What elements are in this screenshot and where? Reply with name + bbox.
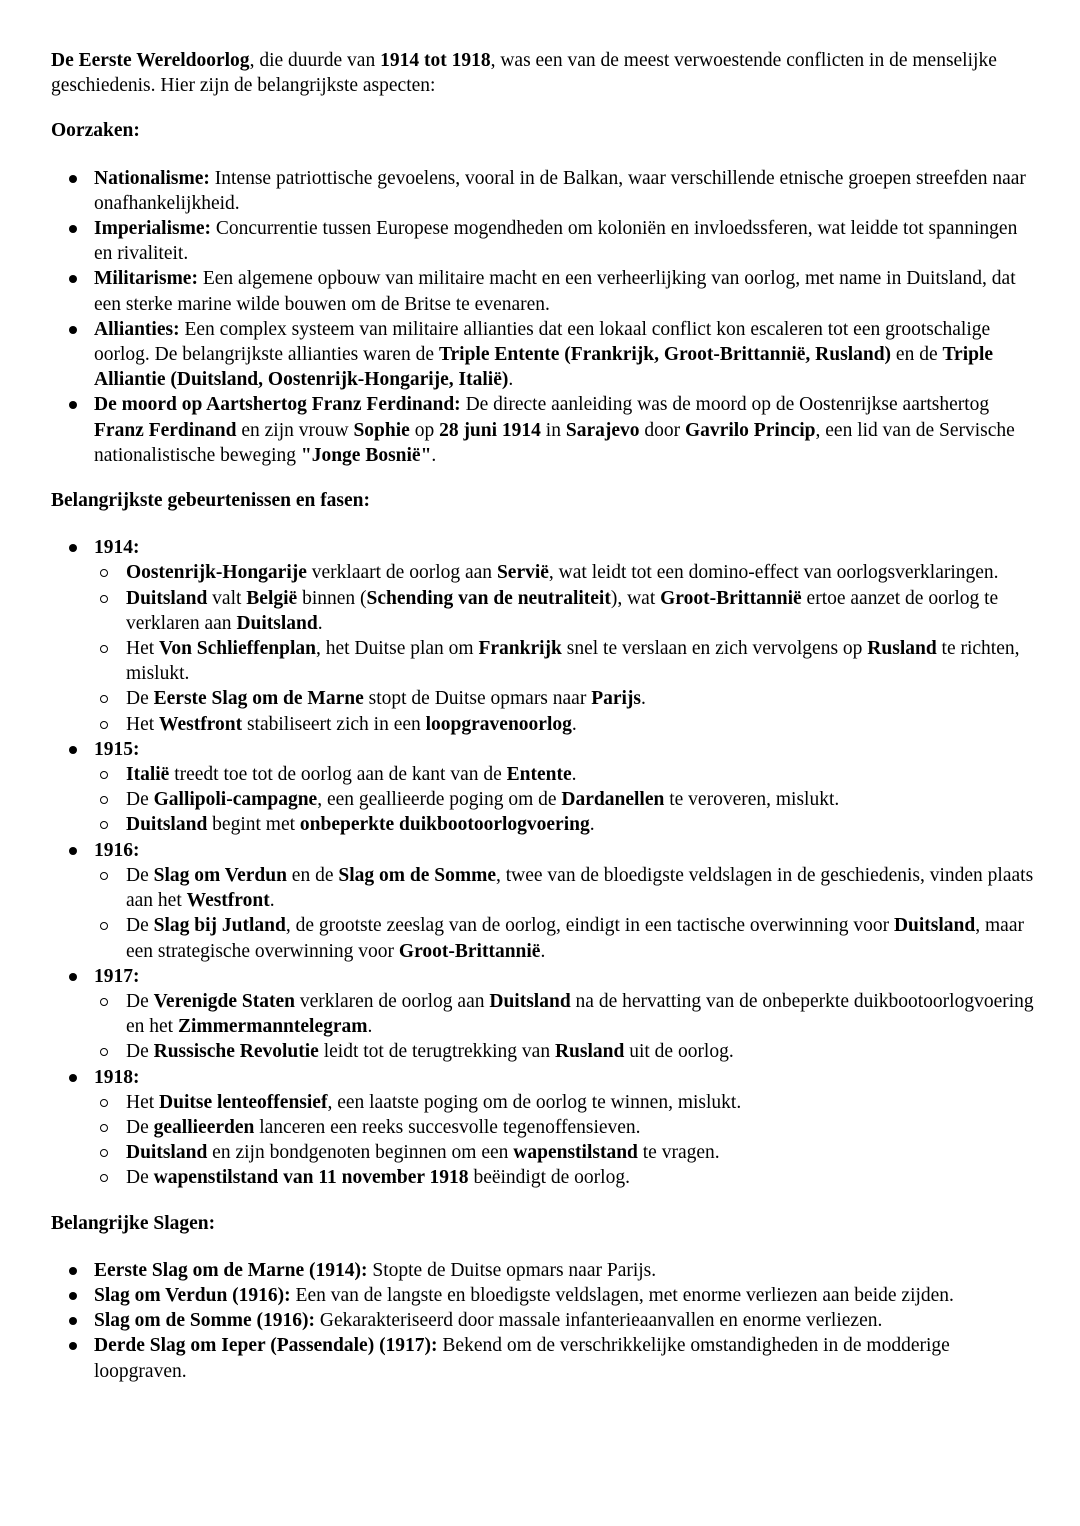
bold-term: België	[246, 587, 298, 609]
bold-term: Groot-Brittannië	[660, 587, 802, 609]
bold-term: Dardanellen	[561, 789, 665, 811]
sub-list-item: Het Von Schlieffenplan, het Duitse plan om Frankrijk snel te verslaan en zich vervolgens op Rusland te richten, mislukt.	[94, 636, 1036, 686]
bold-term: Duitsland	[236, 612, 318, 634]
bold-term: Slag om de Somme (1916):	[94, 1310, 315, 1332]
list-item	[51, 535, 1036, 737]
sub-list-item: De geallieerden lanceren een reeks succesvolle tegenoffensieven.	[94, 1115, 1036, 1140]
bold-term: geallieerden	[153, 1116, 255, 1138]
list-item: Eerste Slag om de Marne (1914): Stopte de Duitse opmars naar Parijs.	[51, 1258, 1036, 1283]
bold-term: Duitsland	[126, 814, 208, 836]
bold-term: Groot-Brittannië	[398, 940, 541, 962]
bold-term: Rusland	[554, 1041, 625, 1063]
bold-term: Duitsland	[893, 915, 976, 937]
bold-term: Triple Alliantie (Duitsland, Oostenrijk-Hongarije, Italië)	[94, 344, 994, 391]
bold-term: Italië	[126, 764, 170, 786]
bold-term: Slag om de Somme	[338, 864, 496, 886]
sub-list-item: Duitsland valt België binnen (Schending van de neutraliteit), wat Groot-Brittannië ertoe aanzet de oorlog te verklaren aan Duitsland.	[94, 586, 1036, 636]
bold-term: 1915:	[94, 738, 140, 760]
list-item: Imperialisme: Concurrentie tussen Europese mogendheden om koloniën en invloedssferen, wat leidde tot spanningen en rivaliteit.	[51, 216, 1036, 266]
section-heading: Belangrijkste gebeurtenissen en fasen:	[51, 490, 371, 512]
document-body	[51, 48, 1036, 1404]
bold-term: Nationalisme:	[94, 167, 210, 189]
bullet-list	[51, 166, 1036, 468]
sub-list-item: De Eerste Slag om de Marne stopt de Duitse opmars naar Parijs.	[94, 686, 1036, 711]
list-item	[51, 737, 1036, 838]
bold-term: Triple Entente (Frankrijk, Groot-Brittannië, Rusland)	[438, 344, 892, 366]
list-item: Militarisme: Een algemene opbouw van militaire macht en een verheerlijking van oorlog, met name in Duitsland, dat een sterke marine wilde bouwen om de Britse te evenaren.	[51, 266, 1036, 316]
sub-list-item: Italië treedt toe tot de oorlog aan de kant van de Entente.	[94, 762, 1036, 787]
list-item	[51, 838, 1036, 964]
bold-term: Schending van de neutraliteit	[366, 587, 611, 609]
sub-list	[94, 989, 1036, 1065]
bold-term: Duitsland	[489, 990, 571, 1012]
bold-term: Franz Ferdinand	[94, 419, 237, 441]
list-item: Allianties: Een complex systeem van militaire allianties dat een lokaal conflict kon escaleren tot een grootschalige oorlog. De belangrijkste allianties waren de Triple Entente (Frankrijk, Groot-Brittannië, Rusland) en de Triple Alliantie (Duitsland, Oostenrijk-Hongarije, Italië).	[51, 317, 1036, 393]
bold-term: Derde Slag om Ieper (Passendale) (1917):	[94, 1335, 438, 1357]
bold-term: "Jonge Bosnië"	[300, 444, 432, 466]
bold-term: 1914 tot 1918	[380, 50, 491, 71]
bold-term: Gavrilo Princip	[685, 419, 816, 441]
bold-term: Verenigde Staten	[153, 990, 295, 1012]
bold-term: Eerste Slag om de Marne	[153, 688, 364, 710]
sub-list-item: De Slag bij Jutland, de grootste zeeslag van de oorlog, eindigt in een tactische overwinning voor Duitsland, maar een strategische overwinning voor Groot-Brittannië.	[94, 913, 1036, 963]
bold-term: onbeperkte duikbootoorlogvoering	[299, 814, 590, 836]
bold-term: loopgravenoorlog	[425, 713, 572, 735]
bullet-list	[51, 535, 1036, 1190]
sub-list-item: De Verenigde Staten verklaren de oorlog aan Duitsland na de hervatting van de onbeperkte duikbootoorlogvoering en het Zimmermanntelegram.	[94, 989, 1036, 1039]
bold-term: De moord op Aartshertog Franz Ferdinand:	[94, 394, 461, 416]
list-item: Slag om Verdun (1916): Een van de langste en bloedigste veldslagen, met enorme verliezen aan beide zijden.	[51, 1283, 1036, 1308]
bold-term: Zimmermanntelegram	[177, 1016, 368, 1038]
bold-term: 1914:	[94, 537, 140, 559]
bold-term: 1916:	[94, 839, 140, 861]
bullet-list	[51, 1258, 1036, 1384]
sub-list	[94, 560, 1036, 736]
bold-term: Westfront	[159, 713, 243, 735]
bold-term: 1918:	[94, 1066, 140, 1088]
bold-term: De Eerste Wereldoorlog	[51, 50, 250, 71]
sub-list-item: Duitsland begint met onbeperkte duikbootoorlogvoering.	[94, 812, 1036, 837]
sub-list-item: De Gallipoli-campagne, een geallieerde poging om de Dardanellen te veroveren, mislukt.	[94, 787, 1036, 812]
list-item: De moord op Aartshertog Franz Ferdinand: De directe aanleiding was de moord op de Oostenrijkse aartshertog Franz Ferdinand en zijn vrouw Sophie op 28 juni 1914 in Sarajevo door Gavrilo Princip, een lid van de Servische nationalistische beweging "Jonge Bosnië".	[51, 392, 1036, 468]
bold-term: Frankrijk	[478, 638, 562, 660]
intro-paragraph: De Eerste Wereldoorlog, die duurde van 1914 tot 1918, was een van de meest verwoestende conflicten in de menselijke geschiedenis. Hier zijn de belangrijkste aspecten:	[51, 50, 997, 97]
bold-term: Parijs	[591, 688, 642, 710]
list-item: Derde Slag om Ieper (Passendale) (1917): Bekend om de verschrikkelijke omstandigheden in de modderige loopgraven.	[51, 1333, 1036, 1383]
list-item: Slag om de Somme (1916): Gekarakteriseerd door massale infanterieaanvallen en enorme verliezen.	[51, 1308, 1036, 1333]
section-heading: Oorzaken:	[51, 120, 140, 142]
bold-term: 28 juni 1914	[439, 419, 541, 441]
bold-term: Eerste Slag om de Marne (1914):	[94, 1259, 368, 1281]
bold-term: Gallipoli-campagne	[153, 789, 318, 811]
list-item: Nationalisme: Intense patriottische gevoelens, vooral in de Balkan, waar verschillende etnische groepen streefden naar onafhankelijkheid.	[51, 166, 1036, 216]
bold-term: Allianties:	[94, 318, 180, 340]
bold-term: Duitse lenteoffensief	[159, 1091, 328, 1113]
sub-list-item: De wapenstilstand van 11 november 1918 beëindigt de oorlog.	[94, 1165, 1036, 1190]
sub-list-item: De Slag om Verdun en de Slag om de Somme, twee van de bloedigste veldslagen in de geschiedenis, vinden plaats aan het Westfront.	[94, 863, 1036, 913]
sub-list-item: Duitsland en zijn bondgenoten beginnen om een wapenstilstand te vragen.	[94, 1140, 1036, 1165]
bold-term: 1917:	[94, 965, 140, 987]
bold-term: Sophie	[353, 419, 410, 441]
bold-term: Slag om Verdun	[153, 864, 287, 886]
bold-term: Imperialisme:	[94, 218, 211, 240]
bold-term: Russische Revolutie	[153, 1041, 319, 1063]
bold-term: Militarisme:	[94, 268, 198, 290]
sub-list-item: Oostenrijk-Hongarije verklaart de oorlog aan Servië, wat leidt tot een domino-effect van oorlogsverklaringen.	[94, 560, 1036, 585]
bold-term: Von Schlieffenplan	[159, 638, 316, 660]
sections	[51, 118, 1036, 1383]
bold-term: Entente	[506, 764, 572, 786]
bold-term: Sarajevo	[565, 419, 640, 441]
bold-term: wapenstilstand	[513, 1142, 638, 1164]
section-heading: Belangrijke Slagen:	[51, 1212, 216, 1234]
sub-list	[94, 863, 1036, 964]
bold-term: wapenstilstand van 11 november 1918	[153, 1167, 469, 1189]
sub-list	[94, 762, 1036, 838]
bold-term: Rusland	[867, 638, 937, 660]
list-item	[51, 1065, 1036, 1191]
bold-term: Westfront	[186, 890, 270, 912]
sub-list-item: De Russische Revolutie leidt tot de terugtrekking van Rusland uit de oorlog.	[94, 1039, 1036, 1064]
sub-list	[94, 1090, 1036, 1191]
bold-term: Slag om Verdun (1916):	[94, 1284, 291, 1306]
bold-term: Servië	[496, 562, 549, 584]
bold-term: Slag bij Jutland	[153, 915, 286, 937]
sub-list-item: Het Westfront stabiliseert zich in een loopgravenoorlog.	[94, 712, 1036, 737]
sub-list-item: Het Duitse lenteoffensief, een laatste poging om de oorlog te winnen, mislukt.	[94, 1090, 1036, 1115]
bold-term: Duitsland	[126, 587, 208, 609]
bold-term: Duitsland	[126, 1142, 208, 1164]
bold-term: Oostenrijk-Hongarije	[126, 562, 307, 584]
list-item	[51, 964, 1036, 1065]
